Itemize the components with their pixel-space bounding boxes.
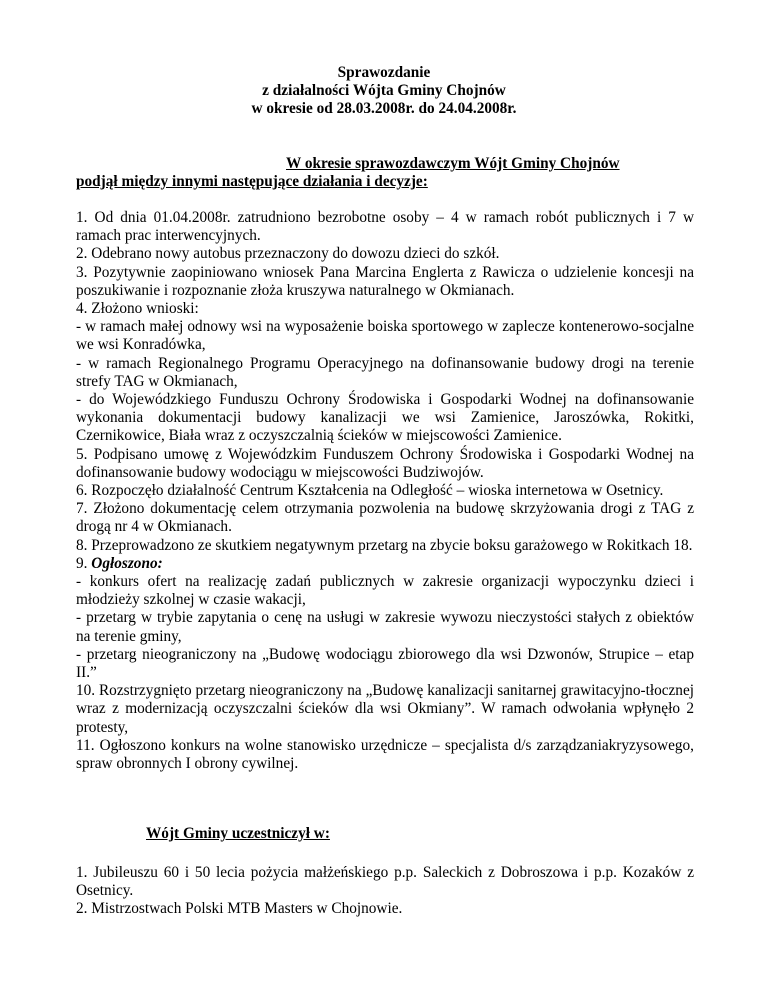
attendance-heading: Wójt Gminy uczestniczył w: <box>146 825 330 842</box>
list-item: 8. Przeprowadzono ze skutkiem negatywnym przetarg na zbycie boksu garażowego w Rokitkach 18. <box>76 536 693 554</box>
list-item: 4. Złożono wnioski: <box>76 300 199 318</box>
list-item: - w ramach Regionalnego Programu Operacyjnego na dofinansowanie budowy drogi na terenie strefy TAG w Okmianach, <box>76 354 694 390</box>
list-item: 6. Rozpoczęło działalność Centrum Kształcenia na Odległość – wioska internetowa w Osetnicy. <box>76 482 664 500</box>
list-item-9 <box>76 555 694 573</box>
list-item: - przetarg w trybie zapytania o cenę na usługi w zakresie wywozu nieczystości stałych z obiektów na terenie gminy, <box>76 609 694 645</box>
list-item: 1. Jubileuszu 60 i 50 lecia pożycia małżeńskiego p.p. Saleckich z Dobroszowa i p.p. Kozaków z Osetnicy. <box>76 864 694 900</box>
list-item: - konkurs ofert na realizację zadań publicznych w zakresie organizacji wypoczynku dzieci i młodzieży szkolnej w czasie wakacji, <box>76 573 694 609</box>
list-item: 10. Rozstrzygnięto przetarg nieograniczony na „Budowę kanalizacji sanitarnej grawitacyjno-tłocznej wraz z modernizacją oczyszczalni ścieków dla wsi Okmiany”. W ramach odwołania wpłynęło 2 protesty, <box>76 682 694 736</box>
item-9-number: 9. <box>76 554 92 572</box>
list-item: 1. Od dnia 01.04.2008r. zatrudniono bezrobotne osoby – 4 w ramach robót publicznych i 7 w ramach prac interwencyjnych. <box>76 209 694 245</box>
title-line-2: z działalności Wójta Gminy Chojnów <box>262 82 506 100</box>
title-line-3: w okresie od 28.03.2008r. do 24.04.2008r. <box>251 100 517 118</box>
list-item: 2. Odebrano nowy autobus przeznaczony do dowozu dzieci do szkół. <box>76 245 500 263</box>
intro-line-1: W okresie sprawozdawczym Wójt Gminy Chojnów <box>286 155 620 172</box>
intro-line-2: podjął między innymi następujące działania i decyzje: <box>76 173 428 191</box>
list-item: 3. Pozytywnie zaopiniowano wniosek Pana Marcina Englerta z Rawicza o udzielenie koncesji na poszukiwanie i rozpoznanie złoża kruszywa naturalnego w Okmianach. <box>76 263 694 299</box>
list-item: 7. Złożono dokumentację celem otrzymania pozwolenia na budowę skrzyżowania drogi z TAG z drogą nr 4 w Okmianach. <box>76 500 694 536</box>
list-item: - w ramach małej odnowy wsi na wyposażenie boiska sportowego w zaplecze kontenerowo-socjalne we wsi Konradówka, <box>76 318 694 354</box>
list-item: 2. Mistrzostwach Polski MTB Masters w Chojnowie. <box>76 900 403 918</box>
list-item: - przetarg nieograniczony na „Budowę wodociągu zbiorowego dla wsi Dzwonów, Strupice – etap II.” <box>76 645 694 682</box>
list-item: 5. Podpisano umowę z Wojewódzkim Funduszem Ochrony Środowiska i Gospodarki Wodnej na dofinansowanie budowy wodociągu w miejscowości Budziwojów. <box>76 445 694 481</box>
document-title <box>0 64 768 119</box>
intro-heading <box>76 155 694 191</box>
list-item: - do Wojewódzkiego Funduszu Ochrony Środowiska i Gospodarki Wodnej na dofinansowanie wykonania dokumentacji budowy kanalizacji we wsi Zamienice, Jaroszówka, Rokitki, Czernikowice, Biała wraz z oczyszczalnią ścieków w miejscowości Zamienice. <box>76 391 694 445</box>
actions-list <box>76 209 694 773</box>
attendance-list <box>76 864 694 919</box>
title-line-1: Sprawozdanie <box>337 64 431 81</box>
list-item: 11. Ogłoszono konkurs na wolne stanowisko urzędnicze – specjalista d/s zarządzaniakryzysowego, spraw obronnych I obrony cywilnej. <box>76 736 694 773</box>
item-9-label: Ogłoszono: <box>91 554 163 572</box>
